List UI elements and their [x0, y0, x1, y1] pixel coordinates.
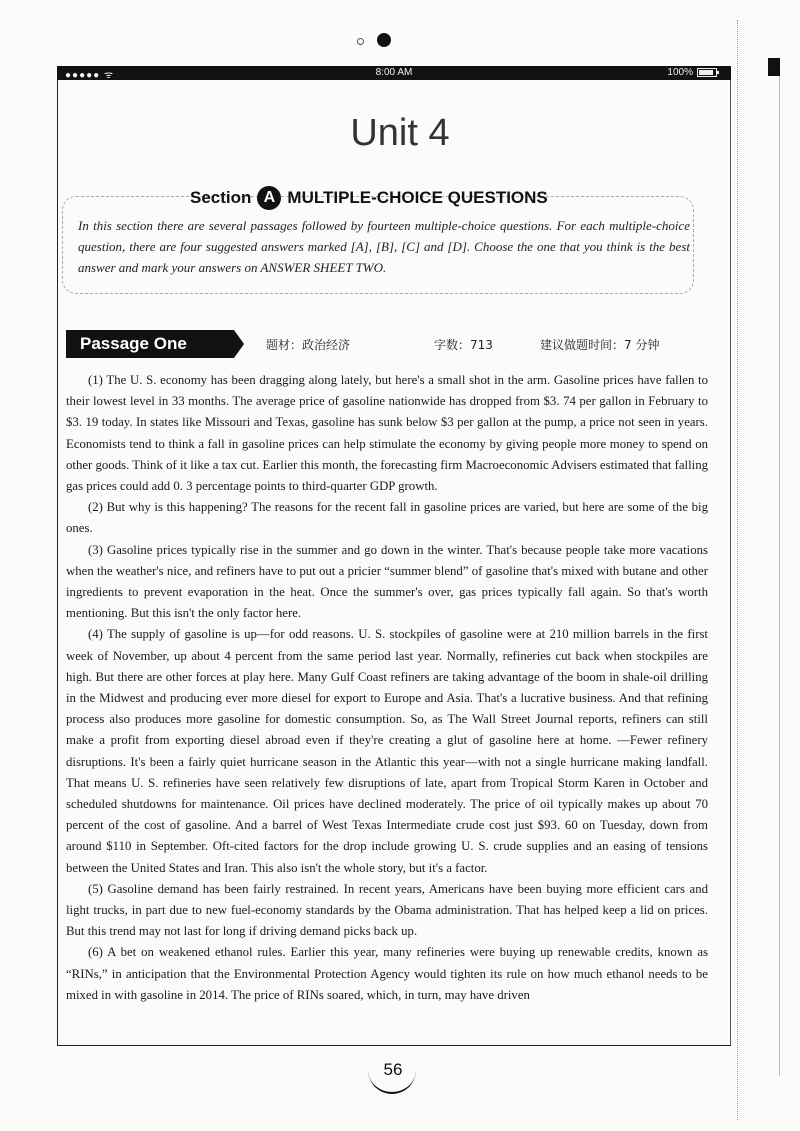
paragraph: (1) The U. S. economy has been dragging along lately, but here's a small shot in the arm. Gasoline prices have fallen to their lowest level in 33 months. The average price of gasoline nationwide has dropped from $3. 74 per gallon in February to $3. 19 today. In states like Missouri and Texas, gasoline has sunk below $3 per gallon at the pump, a price not seen in years. Economists tend to think a fall in gasoline prices can help stimulate the economy by giving people more money to spend on other goods. Think of it like a tax cut. Earlier this month, the forecasting firm Macroeconomic Advisers estimated that falling gas prices could add 0. 3 percentage points to third-quarter GDP growth. — [66, 373, 708, 494]
section-instructions: In this section there are several passages followed by fourteen multiple-choice questions. For each multiple-choice question, there are four suggested answers marked [A], [B], [C] and [D]. Choose the one that you think is the best answer and mark your answers on ANSWER SHEET TWO. — [78, 218, 690, 275]
section-label: Section — [190, 188, 252, 207]
unit-title: Unit 4 — [350, 112, 450, 154]
battery-percent: 100% — [667, 67, 693, 78]
edge-dotted-line — [737, 20, 739, 1120]
frame-bottom-border — [57, 1045, 731, 1046]
paragraph: (5) Gasoline demand has been fairly restrained. In recent years, Americans have been buying more efficient cars and light trucks, in part due to new fuel-economy standards by the Obama administration. That has helped keep a lid on prices. But this trend may not last for long if driving demand picks back up. — [66, 881, 708, 939]
passage-header — [66, 330, 706, 358]
battery-icon — [697, 68, 717, 77]
signal-icon: ●●●●● ᯤ — [65, 70, 115, 81]
passage-label: Passage One — [66, 330, 234, 358]
paragraph: (6) A bet on weakened ethanol rules. Earlier this year, many refineries were buying up renewable credits, known as “RINs,” in anticipation that the Environmental Protection Agency would tighten its rule on how much ethanol needs to be mixed in with gasoline in 2014. The price of RINs soared, which, in turn, may have driven — [66, 945, 708, 1002]
section-heading — [190, 186, 548, 210]
passage-text — [66, 370, 708, 1006]
frame-right-border — [730, 80, 731, 1046]
paragraph: (2) But why is this happening? The reasons for the recent fall in gasoline prices are varied, but here are some of the big ones. — [66, 500, 708, 536]
passage-topic: 题材：政治经济 — [266, 338, 351, 352]
paragraph: (3) Gasoline prices typically rise in the summer and go down in the winter. That's because people take more vacations when the weather's nice, and refiners have to put out a pricier “summer blend” of gasoline that's mixed with butane and other ingredients to prevent evaporation in the heat. Once the summer's over, gas prices typically fall again. So that's worth mentioning. But this isn't the only factor here. — [66, 542, 708, 621]
section-letter-badge: A — [257, 186, 281, 210]
edge-marker — [768, 58, 780, 76]
edge-line — [779, 76, 780, 1076]
passage-arrow-icon — [234, 330, 244, 358]
camera-dot — [357, 38, 364, 45]
paragraph: (4) The supply of gasoline is up—for odd reasons. U. S. stockpiles of gasoline were at 210 million barrels in the first week of November, up about 4 percent from the same period last year. Normally, refineries cut back when stockpiles are high. But there are other forces at play here. Many Gulf Coast refiners are taking advantage of the boom in shale-oil drilling in the Midwest and producing ever more diesel for export to Europe and Asia. That's a lucrative business. And that refining process also produces more gasoline for domestic consumption. So, as The Wall Street Journal reports, refiners can still make a profit from exporting diesel abroad even if they're creating a glut of gasoline here at home. —Fewer refinery disruptions. It's been a fairly quiet hurricane season in the Atlantic this year—with not a single hurricane making landfall. That means U. S. refineries have seen relatively few disruptions of late, apart from Tropical Storm Karen in October and scheduled shutdowns for maintenance. Oil prices have declined moderately. The price of oil typically makes up about 70 percent of the cost of gasoline. And a barrel of West Texas Intermediate crude cost just $93. 60 on Tuesday, down from around $110 in September. Oft-cited factors for the drop include growing U. S. crude supplies and an easing of tensions between the United States and Iran. This also isn't the whole story, but it's a factor. — [66, 627, 708, 875]
section-title: MULTIPLE-CHOICE QUESTIONS — [287, 188, 548, 207]
status-time: 8:00 AM — [375, 67, 413, 78]
battery-status — [667, 67, 717, 78]
page-number: 56 — [383, 1060, 403, 1079]
frame-left-border — [57, 80, 58, 1046]
passage-word-count: 字数：713 — [434, 338, 493, 352]
status-bar — [57, 66, 731, 80]
passage-suggested-time: 建议做题时间：7 分钟 — [540, 338, 660, 352]
front-camera — [377, 33, 391, 47]
